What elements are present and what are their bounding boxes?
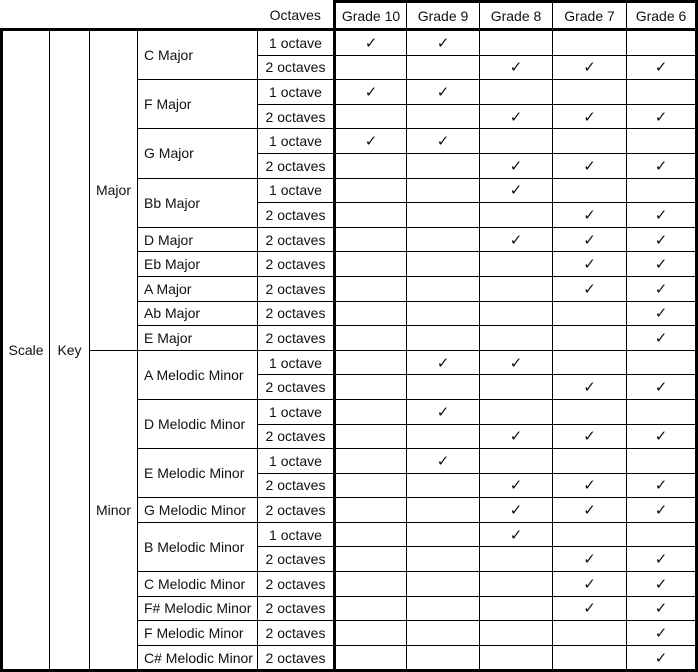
check-cell [553, 203, 627, 228]
octave-cell: 1 octave [258, 399, 335, 424]
empty-cell [553, 301, 627, 326]
octave-cell: 2 octaves [258, 547, 335, 572]
checkmark-icon: ✓ [509, 476, 523, 495]
grade-header-10: Grade 10 [335, 2, 407, 30]
checkmark-icon: ✓ [583, 255, 596, 274]
check-cell [627, 424, 697, 449]
check-cell [480, 104, 553, 129]
empty-cell [407, 178, 480, 203]
checkmark-icon: ✓ [509, 353, 523, 372]
checkmark-icon: ✓ [654, 501, 668, 520]
empty-cell [480, 301, 553, 326]
checkmark-icon: ✓ [654, 624, 668, 643]
empty-cell [407, 473, 480, 498]
check-cell [553, 547, 627, 572]
empty-cell [627, 129, 697, 154]
empty-cell [627, 80, 697, 105]
empty-cell [627, 449, 697, 474]
empty-cell [335, 498, 407, 523]
key-name-cell: E Major [138, 326, 258, 351]
checkmark-icon: ✓ [654, 574, 668, 593]
checkmark-icon: ✓ [509, 181, 523, 200]
checkmark-icon: ✓ [654, 255, 668, 274]
checkmark-icon: ✓ [509, 58, 523, 77]
octave-cell: 2 octaves [258, 645, 335, 671]
key-name-cell: A Major [138, 276, 258, 301]
checkmark-icon: ✓ [654, 328, 668, 347]
octave-cell: 2 octaves [258, 153, 335, 178]
empty-cell [553, 178, 627, 203]
grade-header-8: Grade 8 [480, 2, 553, 30]
empty-cell [335, 326, 407, 351]
check-cell [553, 252, 627, 277]
check-cell [553, 498, 627, 523]
empty-cell [480, 621, 553, 646]
checkmark-icon: ✓ [583, 550, 596, 569]
empty-cell [335, 203, 407, 228]
empty-cell [335, 104, 407, 129]
empty-cell [335, 621, 407, 646]
empty-cell [553, 449, 627, 474]
checkmark-icon: ✓ [583, 230, 596, 249]
checkmark-icon: ✓ [654, 550, 668, 569]
check-cell [627, 252, 697, 277]
empty-cell [553, 399, 627, 424]
check-cell [480, 498, 553, 523]
empty-cell [627, 399, 697, 424]
octave-cell: 2 octaves [258, 252, 335, 277]
empty-cell [480, 375, 553, 400]
checkmark-icon: ✓ [436, 353, 450, 372]
checkmark-icon: ✓ [583, 378, 596, 397]
key-name-cell: G Major [138, 129, 258, 178]
empty-cell [335, 645, 407, 671]
check-cell [627, 153, 697, 178]
octave-cell: 2 octaves [258, 621, 335, 646]
checkmark-icon: ✓ [364, 132, 378, 151]
empty-cell [627, 522, 697, 547]
checkmark-icon: ✓ [654, 378, 668, 397]
check-cell [553, 104, 627, 129]
checkmark-icon: ✓ [583, 279, 596, 298]
octave-cell: 1 octave [258, 522, 335, 547]
check-cell [627, 473, 697, 498]
empty-cell [553, 129, 627, 154]
empty-cell [335, 276, 407, 301]
key-name-cell: Eb Major [138, 252, 258, 277]
checkmark-icon: ✓ [436, 132, 450, 151]
key-name-cell: A Melodic Minor [138, 350, 258, 399]
empty-cell [480, 252, 553, 277]
empty-cell [480, 547, 553, 572]
check-cell [627, 547, 697, 572]
checkmark-icon: ✓ [654, 427, 668, 446]
empty-cell [480, 572, 553, 597]
empty-cell [407, 203, 480, 228]
key-name-cell: G Melodic Minor [138, 498, 258, 523]
checkmark-icon: ✓ [364, 33, 378, 52]
check-cell [553, 227, 627, 252]
section-label-cell-major: Major [90, 30, 138, 351]
empty-cell [335, 596, 407, 621]
check-cell [627, 55, 697, 80]
check-cell [553, 375, 627, 400]
empty-cell [627, 178, 697, 203]
octave-cell: 2 octaves [258, 596, 335, 621]
check-cell [627, 596, 697, 621]
check-cell [480, 522, 553, 547]
check-cell [627, 645, 697, 671]
empty-cell [553, 326, 627, 351]
check-cell [480, 55, 553, 80]
check-cell [480, 227, 553, 252]
check-cell [480, 178, 553, 203]
empty-cell [480, 80, 553, 105]
empty-cell [480, 449, 553, 474]
empty-cell [407, 55, 480, 80]
empty-cell [335, 350, 407, 375]
empty-cell [335, 522, 407, 547]
empty-cell [407, 276, 480, 301]
empty-cell [480, 203, 553, 228]
key-name-cell: C# Melodic Minor [138, 645, 258, 671]
octave-cell: 2 octaves [258, 55, 335, 80]
key-name-cell: C Melodic Minor [138, 572, 258, 597]
empty-cell [407, 596, 480, 621]
check-cell [627, 104, 697, 129]
checkmark-icon: ✓ [509, 156, 523, 175]
octave-cell: 2 octaves [258, 326, 335, 351]
table-row [2, 30, 697, 56]
empty-cell [407, 326, 480, 351]
octaves-header: Octaves [269, 6, 321, 23]
empty-cell [480, 645, 553, 671]
check-cell [553, 55, 627, 80]
checkmark-icon: ✓ [583, 574, 596, 593]
empty-cell [335, 547, 407, 572]
check-cell [407, 80, 480, 105]
empty-cell [553, 30, 627, 56]
checkmark-icon: ✓ [509, 501, 523, 520]
empty-cell [335, 449, 407, 474]
checkmark-icon: ✓ [509, 107, 523, 126]
grade-header-7: Grade 7 [553, 2, 627, 30]
octave-cell: 2 octaves [258, 301, 335, 326]
empty-cell [335, 375, 407, 400]
octave-cell: 2 octaves [258, 203, 335, 228]
key-name-cell: F# Melodic Minor [138, 596, 258, 621]
empty-cell [553, 80, 627, 105]
checkmark-icon: ✓ [509, 427, 523, 446]
checkmark-icon: ✓ [654, 304, 668, 323]
empty-cell [553, 522, 627, 547]
check-cell [480, 153, 553, 178]
empty-cell [553, 350, 627, 375]
octave-cell: 1 octave [258, 129, 335, 154]
check-cell [480, 473, 553, 498]
header-spacer [2, 2, 258, 30]
empty-cell [407, 375, 480, 400]
checkmark-icon: ✓ [654, 156, 668, 175]
checkmark-icon: ✓ [583, 599, 596, 618]
check-cell [553, 572, 627, 597]
empty-cell [335, 153, 407, 178]
empty-cell [480, 30, 553, 56]
checkmark-icon: ✓ [583, 205, 596, 224]
empty-cell [407, 522, 480, 547]
octave-cell: 2 octaves [258, 227, 335, 252]
empty-cell [407, 645, 480, 671]
check-cell [553, 424, 627, 449]
empty-cell [335, 399, 407, 424]
octave-cell: 2 octaves [258, 104, 335, 129]
empty-cell [627, 30, 697, 56]
octave-cell: 1 octave [258, 178, 335, 203]
empty-cell [335, 227, 407, 252]
octave-cell: 1 octave [258, 449, 335, 474]
check-cell [627, 326, 697, 351]
empty-cell [335, 178, 407, 203]
checkmark-icon: ✓ [654, 279, 668, 298]
empty-cell [480, 399, 553, 424]
check-cell [407, 399, 480, 424]
empty-cell [553, 621, 627, 646]
empty-cell [407, 498, 480, 523]
checkmark-icon: ✓ [509, 525, 523, 544]
empty-cell [407, 621, 480, 646]
checkmark-icon: ✓ [654, 599, 668, 618]
grade-header-9: Grade 9 [407, 2, 480, 30]
check-cell [407, 30, 480, 56]
empty-cell [407, 252, 480, 277]
check-cell [553, 153, 627, 178]
key-name-cell: D Major [138, 227, 258, 252]
octave-cell: 2 octaves [258, 498, 335, 523]
checkmark-icon: ✓ [583, 476, 596, 495]
checkmark-icon: ✓ [583, 107, 596, 126]
octave-cell: 1 octave [258, 80, 335, 105]
grade-header-6: Grade 6 [627, 2, 697, 30]
key-label-cell: Key [50, 30, 90, 671]
octave-cell: 2 octaves [258, 473, 335, 498]
key-name-cell: B Melodic Minor [138, 522, 258, 571]
key-name-cell: Bb Major [138, 178, 258, 227]
check-cell [627, 301, 697, 326]
checkmark-icon: ✓ [436, 33, 450, 52]
key-name-cell: C Major [138, 30, 258, 80]
check-cell [627, 572, 697, 597]
check-cell [553, 473, 627, 498]
table-body [2, 30, 697, 671]
octave-cell: 1 octave [258, 30, 335, 56]
empty-cell [407, 104, 480, 129]
checkmark-icon: ✓ [509, 230, 523, 249]
table-row [2, 350, 697, 375]
check-cell [407, 350, 480, 375]
header-row [2, 2, 697, 30]
empty-cell [627, 350, 697, 375]
scale-label-cell: Scale [2, 30, 50, 671]
check-cell [407, 449, 480, 474]
checkmark-icon: ✓ [436, 451, 450, 470]
empty-cell [480, 276, 553, 301]
key-name-cell: F Major [138, 80, 258, 129]
checkmark-icon: ✓ [654, 58, 668, 77]
empty-cell [480, 596, 553, 621]
key-name-cell: Ab Major [138, 301, 258, 326]
checkmark-icon: ✓ [364, 82, 378, 101]
empty-cell [407, 547, 480, 572]
checkmark-icon: ✓ [654, 476, 668, 495]
check-cell [553, 596, 627, 621]
check-cell [627, 621, 697, 646]
empty-cell [407, 301, 480, 326]
empty-cell [480, 326, 553, 351]
empty-cell [335, 252, 407, 277]
empty-cell [335, 424, 407, 449]
checkmark-icon: ✓ [436, 82, 450, 101]
empty-cell [335, 55, 407, 80]
checkmark-icon: ✓ [654, 205, 668, 224]
check-cell [480, 424, 553, 449]
checkmark-icon: ✓ [583, 58, 596, 77]
empty-cell [407, 227, 480, 252]
check-cell [335, 30, 407, 56]
check-cell [480, 350, 553, 375]
octave-cell: 2 octaves [258, 375, 335, 400]
check-cell [627, 276, 697, 301]
check-cell [627, 227, 697, 252]
check-cell [335, 129, 407, 154]
checkmark-icon: ✓ [583, 501, 596, 520]
empty-cell [480, 129, 553, 154]
checkmark-icon: ✓ [583, 156, 596, 175]
section-label-cell-minor: Minor [90, 350, 138, 671]
key-name-cell: E Melodic Minor [138, 449, 258, 498]
empty-cell [553, 645, 627, 671]
empty-cell [407, 153, 480, 178]
octave-cell: 2 octaves [258, 572, 335, 597]
check-cell [627, 375, 697, 400]
empty-cell [407, 572, 480, 597]
empty-cell [407, 424, 480, 449]
checkmark-icon: ✓ [654, 107, 668, 126]
check-cell [627, 498, 697, 523]
checkmark-icon: ✓ [436, 402, 450, 421]
check-cell [407, 129, 480, 154]
octave-cell: 2 octaves [258, 276, 335, 301]
key-name-cell: F Melodic Minor [138, 621, 258, 646]
empty-cell [335, 572, 407, 597]
checkmark-icon: ✓ [654, 230, 668, 249]
octave-cell: 1 octave [258, 350, 335, 375]
checkmark-icon: ✓ [583, 427, 596, 446]
checkmark-icon: ✓ [654, 648, 668, 667]
empty-cell [335, 301, 407, 326]
check-cell [335, 80, 407, 105]
empty-cell [335, 473, 407, 498]
check-cell [627, 203, 697, 228]
check-cell [553, 276, 627, 301]
octave-cell: 2 octaves [258, 424, 335, 449]
key-name-cell: D Melodic Minor [138, 399, 258, 448]
